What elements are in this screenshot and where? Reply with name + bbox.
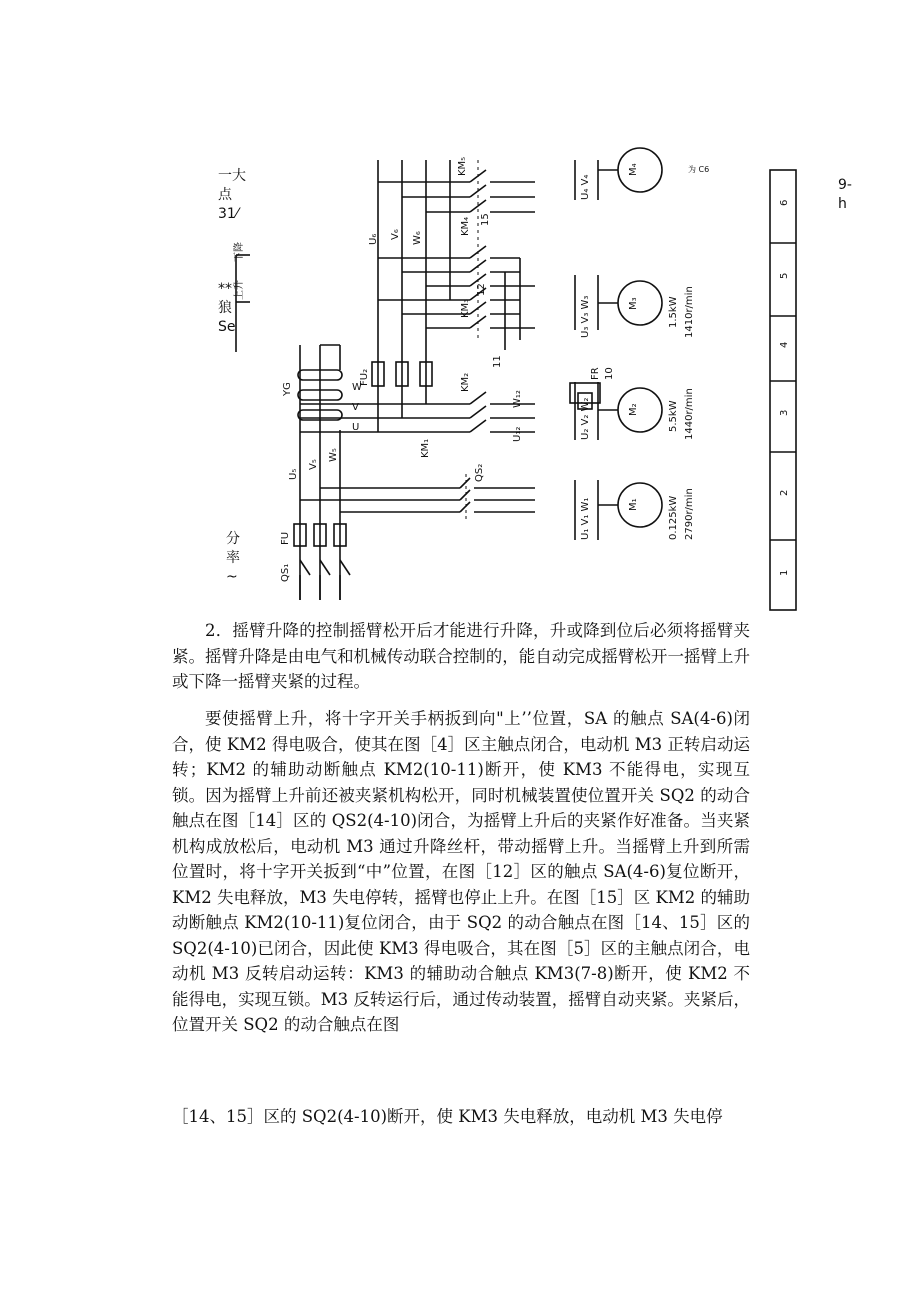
fr-label: FR — [590, 367, 601, 380]
sym-low: U — [352, 422, 360, 433]
w6-label: W₆ — [412, 231, 423, 245]
motor-m3-speed: 1410r/min — [684, 286, 695, 338]
motor-m2-name: M₂ — [628, 403, 639, 416]
left-note-bottom: 分 率 ~ — [226, 531, 240, 585]
qs2-label: QS₂ — [474, 463, 485, 482]
fr-number: 10 — [604, 367, 615, 380]
right-note: 9- h — [838, 177, 852, 212]
motor-m1-speed: 2790r/min — [684, 488, 695, 540]
motor-m4-extra: 为 C6 — [688, 165, 710, 174]
yg-label: YG — [282, 382, 293, 396]
motor-m1-terms: U₁ V₁ W₁ — [580, 497, 591, 540]
left-note-top: 一大 点 31⁄ — [218, 168, 246, 222]
upper-label-b: 上升 — [234, 280, 245, 300]
num-11: 11 — [492, 355, 503, 368]
w12-label: W₁₂ — [512, 390, 523, 408]
w5-label: W₅ — [328, 448, 339, 462]
paragraph-1: 2．摇臂升降的控制摇臂松开后才能进行升降，升或降到位后必须将摇臂夹紧。摇臂升降是由电气和机械传动联合控制的，能自动完成摇臂松开一摇臂上升或下降一摇臂夹紧的过程。 — [172, 621, 750, 691]
motor-m1-name: M₁ — [628, 498, 639, 511]
sym-mid: V — [352, 402, 359, 413]
km3-label: KM₃ — [460, 298, 471, 318]
zone-5: 5 — [779, 272, 790, 279]
paragraph-3: ［14、15］区的 SQ2(4-10)断开，使 KM3 失电释放，电动机 M3 失电停 — [172, 1107, 723, 1126]
paragraph-2: 要使摇臂上升，将十字开关手柄扳到向"上’’位置，SA 的触点 SA(4-6)闭合，使 KM2 得电吸合，使其在图［4］区主触点闭合，电动机 M3 正转启动运转；KM2 的辅助动断触点 KM2(10-11)断开，使 KM3 不能得电，实现互锁。因为摇臂上升前还被夹紧机构松开，同时机械装置使位置开关 SQ2 的动合触点在图［14］区的 QS2(4-10)闭合，为摇臂上升后的夹紧作好准备。当夹紧机构成放松后，电动机 M3 通过升降丝杆，带动摇臂上升。当摇臂上升到所需位置时，将十字开关扳到“中”位置，在图［12］区的触点 SA(4-6)复位断开，KM2 失电释放，M3 失电停转，摇臂也停止上升。在图［15］区 KM2 的辅助动断触点 KM2(10-11)复位闭合，由于 SQ2 的动合触点在图［14、15］区的 SQ2(4-10)已闭合，因此使 KM3 得电吸合，其在图［5］区的主触点闭合，电动机 M3 反转启动运转：KM3 的辅助动合触点 KM3(7-8)断开，使 KM2 不能得电，实现互锁。M3 反转运行后，通过传动装置，摇臂自动夹紧。夹紧后，位置开关 SQ2 的动合触点在图 — [172, 709, 750, 1034]
motor-m2-power: 5.5kW — [668, 400, 679, 432]
u6-label: U₆ — [368, 233, 379, 245]
motor-m1-power: 0.125kW — [668, 495, 679, 540]
zone-2: 2 — [779, 489, 790, 496]
circuit-diagram — [0, 0, 920, 620]
left-note-middle: ** 狼 Se — [218, 281, 236, 335]
u5-label: U₅ — [288, 468, 299, 480]
num-12: 12 — [476, 283, 487, 296]
num-15: 15 — [480, 213, 491, 226]
sym-up: W — [352, 382, 362, 393]
motor-m3-terms: U₃ V₃ W₃ — [580, 295, 591, 338]
zone-3: 3 — [779, 409, 790, 416]
motor-m2-terms: U₂ V₂ W₂ — [580, 397, 591, 440]
zone-6: 6 — [779, 199, 790, 206]
fu-label: FU — [280, 531, 291, 545]
fu2-label: FU₂ — [359, 368, 370, 386]
km5-label: KM₅ — [457, 156, 468, 176]
upper-label-a: 下降 — [234, 242, 245, 262]
motor-m4-terms: U₄ V₄ — [580, 174, 591, 200]
km2-label: KM₂ — [460, 372, 471, 392]
km4-label: KM₄ — [460, 216, 471, 236]
motor-m4-name: M₄ — [628, 163, 639, 176]
zone-4: 4 — [779, 341, 790, 348]
motor-m3-name: M₃ — [628, 297, 639, 310]
v5-label: V₅ — [308, 459, 319, 470]
motor-m2-speed: 1440r/min — [684, 388, 695, 440]
km1-label: KM₁ — [420, 438, 431, 458]
zone-1: 1 — [779, 569, 790, 576]
u12-label: U₁₂ — [512, 426, 523, 442]
motor-m3-power: 1.5kW — [668, 296, 679, 328]
qs1-label: QS₁ — [280, 563, 291, 582]
v6-label: V₆ — [390, 229, 401, 240]
